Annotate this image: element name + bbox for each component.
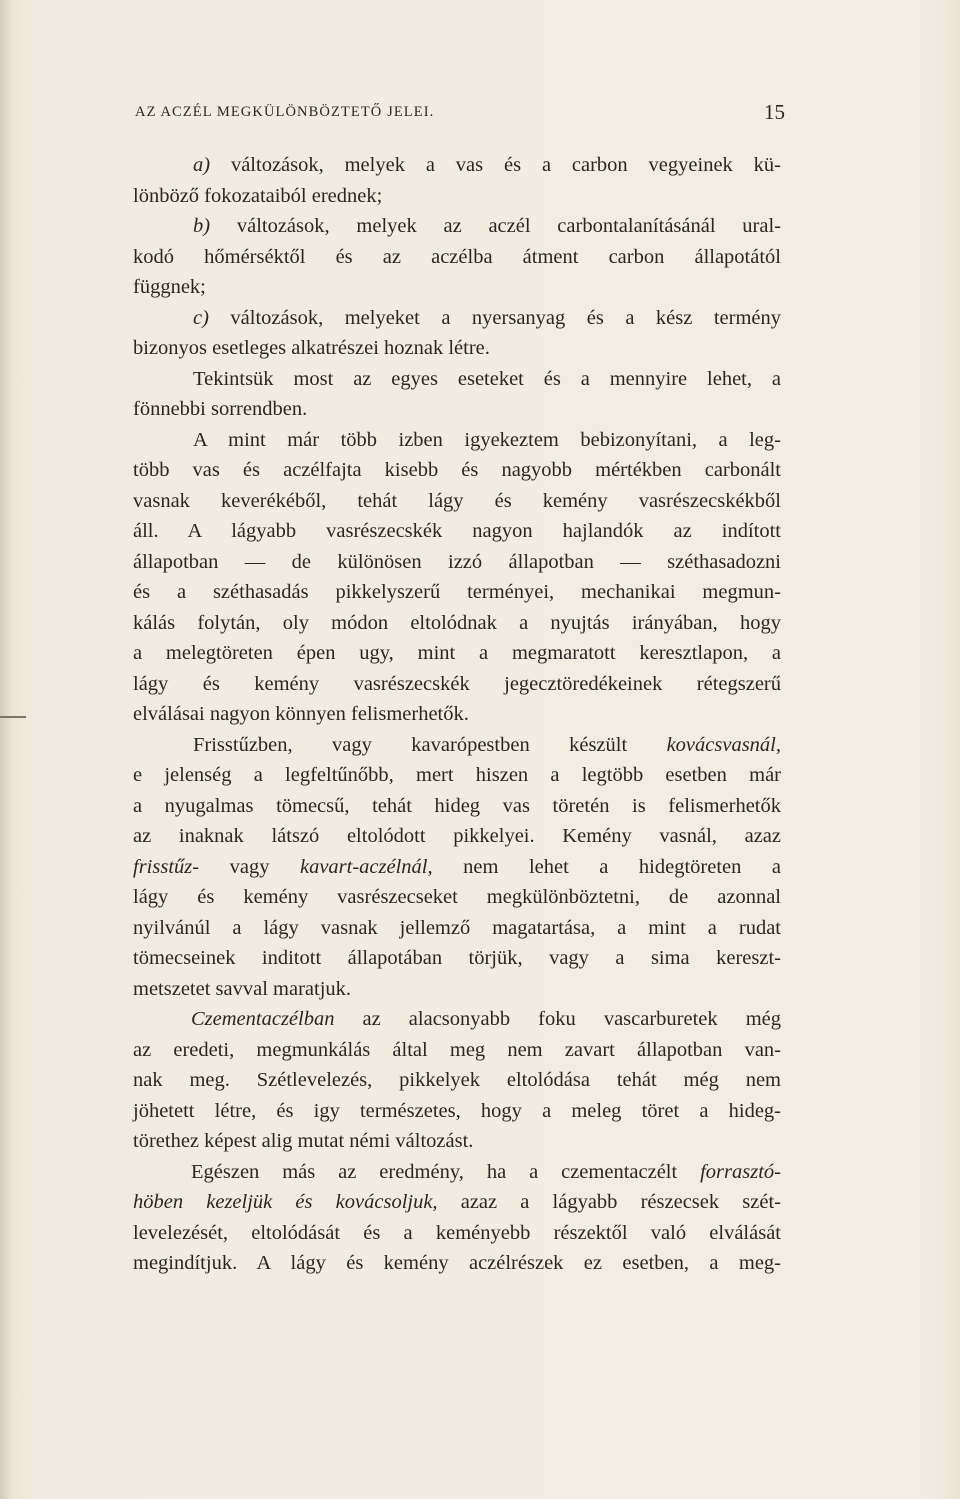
italic-text: c) xyxy=(193,306,209,329)
text-line xyxy=(133,1157,781,1188)
text-run: nem lehet a hidegtöreten a xyxy=(432,855,781,878)
running-head: AZ ACZÉL MEGKÜLÖNBÖZTETŐ JELEI. xyxy=(135,104,435,120)
text-run: Frisstűzben, vagy kavarópestben készült xyxy=(193,733,667,756)
italic-text: forrasztó- xyxy=(700,1160,781,1183)
page-edge-shadow xyxy=(0,0,12,1499)
text-run: elválásai nagyon könnyen felismerhetők. xyxy=(133,703,469,725)
text-run: e jelenség a legfeltűnőbb, mert hiszen a legtöbb esetben már xyxy=(133,764,781,786)
text-line xyxy=(133,943,781,974)
text-run: A mint már több izben igyekeztem bebizonyítani, a leg- xyxy=(193,428,781,451)
italic-text: kavart-aczélnál, xyxy=(299,855,433,878)
margin-mark xyxy=(0,716,26,718)
text-line xyxy=(133,1248,781,1279)
text-run: a melegtöreten épen ugy, mint a megmaratott keresztlapon, a xyxy=(133,642,781,664)
text-run: azaz a lágyabb részecsek szét- xyxy=(437,1191,781,1213)
text-line xyxy=(133,364,781,395)
italic-text: höben kezeljük és kovácsoljuk, xyxy=(133,1191,438,1213)
text-run: az inaknak látszó eltolódott pikkelyei. Kemény vasnál, azaz xyxy=(133,825,781,847)
italic-text: kovácsvasnál, xyxy=(666,733,781,756)
text-run: lágy és kemény vasrészecskék jegecztöredékeinek rétegszerű xyxy=(133,672,781,695)
text-line xyxy=(133,181,781,212)
text-line xyxy=(133,242,781,273)
text-line xyxy=(133,608,781,639)
text-line xyxy=(133,852,781,883)
text-run: az eredeti, megmunkálás által meg nem zavart állapotban van- xyxy=(133,1038,781,1061)
text-run: jöhetett létre, és igy természetes, hogy a meleg töret a hideg- xyxy=(133,1099,781,1122)
text-run: fönnebbi sorrendben. xyxy=(133,398,308,420)
text-run: vasnak keverékéből, tehát lágy és kemény vasrészecskékből xyxy=(133,489,781,512)
page-number: 15 xyxy=(764,100,785,124)
text-run: Tekintsük most az egyes eseteket és a mennyire lehet, a xyxy=(193,367,781,390)
text-run: áll. A lágyabb vasrészecskék nagyon hajlandók az indított xyxy=(133,520,781,542)
text-run: megindítjuk. A lágy és kemény aczélrészek ez esetben, a meg- xyxy=(133,1252,781,1274)
text-run: metszetet savval maratjuk. xyxy=(133,977,352,1000)
text-run: nyilvánúl a lágy vasnak jellemző magatartása, a mint a rudat xyxy=(133,916,781,939)
text-line xyxy=(133,486,781,517)
text-line xyxy=(133,547,781,578)
text-line xyxy=(133,882,781,913)
text-line xyxy=(133,150,781,181)
text-line xyxy=(133,760,781,791)
text-run: több vas és aczélfajta kisebb és nagyobb mértékben carbonált xyxy=(133,459,781,481)
text-run: bizonyos esetleges alkatrészei hoznak létre. xyxy=(133,337,490,359)
text-run: Egészen más az eredmény, ha a czementaczélt xyxy=(191,1160,701,1183)
text-line xyxy=(133,1004,781,1035)
page-header xyxy=(135,100,785,130)
text-line xyxy=(133,303,781,334)
italic-text: b) xyxy=(193,215,211,237)
text-line xyxy=(133,699,781,730)
italic-text: frisstűz- xyxy=(133,855,200,878)
text-run: törethez képest alig mutat némi változást. xyxy=(133,1130,474,1152)
text-line xyxy=(133,821,781,852)
text-run: a nyugalmas tömecsű, tehát hideg vas töretén is felismerhetők xyxy=(133,794,781,817)
text-line xyxy=(133,211,781,242)
text-line xyxy=(133,394,781,425)
text-run: és a széthasadás pikkelyszerű terményei, mechanikai megmun- xyxy=(133,581,781,603)
text-run: változások, melyeket a nyersanyag és a kész termény xyxy=(208,306,781,329)
text-run: lönböző fokozataiból erednek; xyxy=(133,184,383,207)
text-line xyxy=(133,1065,781,1096)
text-run: vagy xyxy=(199,855,300,878)
text-run: állapotban — de különösen izzó állapotban — széthasadozni xyxy=(133,550,781,573)
text-line xyxy=(133,730,781,761)
text-line xyxy=(133,516,781,547)
italic-text: a) xyxy=(193,154,211,176)
text-line xyxy=(133,669,781,700)
text-line xyxy=(133,974,781,1005)
text-run: függnek; xyxy=(133,276,206,298)
text-line xyxy=(133,791,781,822)
text-run: lágy és kemény vasrészecseket megkülönböztetni, de azonnal xyxy=(133,886,781,908)
text-run: változások, melyek a vas és a carbon vegyeinek kü- xyxy=(210,154,781,176)
text-line xyxy=(133,333,781,364)
text-line xyxy=(133,1218,781,1249)
text-run: az alacsonyabb foku vascarburetek még xyxy=(334,1008,781,1030)
text-line xyxy=(133,1096,781,1127)
text-line xyxy=(133,425,781,456)
text-run: tömecseinek inditott állapotában törjük, vagy a sima kereszt- xyxy=(133,947,781,969)
text-run: levelezését, eltolódását és a keményebb részektől való elválását xyxy=(133,1221,781,1244)
body-text xyxy=(133,150,781,1279)
text-line xyxy=(133,913,781,944)
text-line xyxy=(133,272,781,303)
text-run: változások, melyek az aczél carbontalanításánál ural- xyxy=(210,215,781,237)
text-line xyxy=(133,577,781,608)
text-line xyxy=(133,638,781,669)
text-run: nak meg. Szétlevelezés, pikkelyek eltolódása tehát még nem xyxy=(133,1069,781,1091)
text-line xyxy=(133,455,781,486)
italic-text: Czementaczélban xyxy=(191,1008,335,1030)
text-line xyxy=(133,1126,781,1157)
text-line xyxy=(133,1035,781,1066)
text-run: kodó hőmérséktől és az aczélba átment carbon állapotától xyxy=(133,245,781,268)
text-run: kálás folytán, oly módon eltolódnak a nyujtás irányában, hogy xyxy=(133,611,781,634)
text-line xyxy=(133,1187,781,1218)
